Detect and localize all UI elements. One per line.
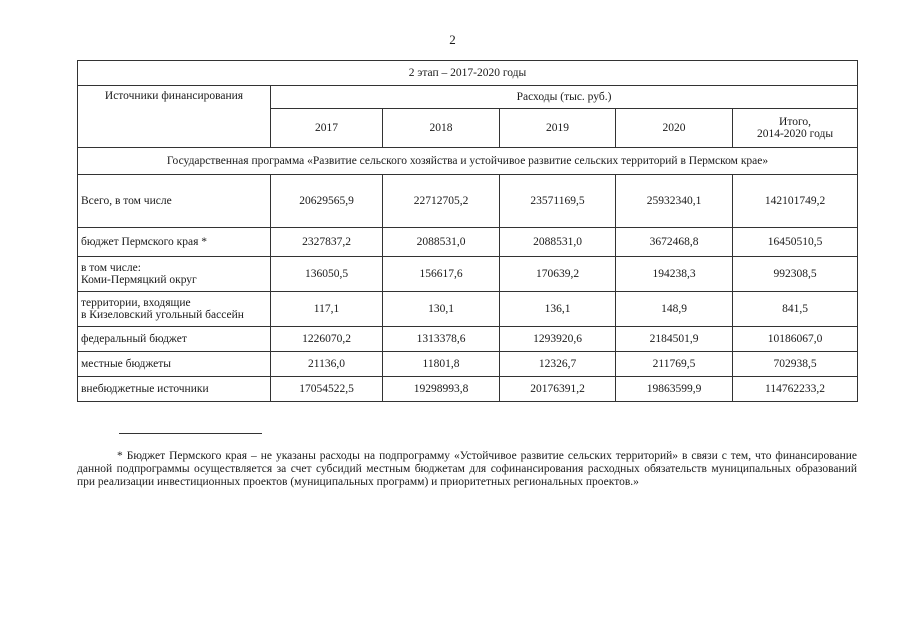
value-cell: 19298993,8 <box>383 377 500 402</box>
total-header <box>733 109 858 148</box>
table-row <box>78 292 858 327</box>
value-cell: 148,9 <box>616 292 733 327</box>
row-label <box>78 292 271 327</box>
value-cell: 2088531,0 <box>383 228 500 257</box>
table-row <box>78 327 858 352</box>
value-cell: 23571169,5 <box>500 175 616 228</box>
value-cell: 170639,2 <box>500 257 616 292</box>
expenses-header: Расходы (тыс. руб.) <box>271 86 858 109</box>
row-label <box>78 257 271 292</box>
value-cell: 22712705,2 <box>383 175 500 228</box>
row-label: внебюджетные источники <box>78 377 271 402</box>
value-cell: 19863599,9 <box>616 377 733 402</box>
value-cell: 1226070,2 <box>271 327 383 352</box>
value-cell: 20629565,9 <box>271 175 383 228</box>
value-cell: 136050,5 <box>271 257 383 292</box>
header-row <box>78 86 858 109</box>
value-cell: 2327837,2 <box>271 228 383 257</box>
value-cell: 25932340,1 <box>616 175 733 228</box>
row-label-line: в том числе: <box>81 262 141 274</box>
value-cell: 1313378,6 <box>383 327 500 352</box>
page-number: 2 <box>449 32 456 47</box>
value-cell: 12326,7 <box>500 352 616 377</box>
row-label-line: территории, входящие <box>81 297 191 309</box>
footnote-text: * Бюджет Пермского края – не указаны расходы на подпрограмму «Устойчивое развитие сельских территорий» в связи с тем, что финансирование данной подпрограммы осуществляется за счет субсидий местным бюджетам для софинансирования расходных обязательств муниципальных образований при реализации инвестиционных проектов (муниципальных программ) и приоритетных региональных проектов.» <box>77 450 857 488</box>
value-cell: 136,1 <box>500 292 616 327</box>
value-cell: 17054522,5 <box>271 377 383 402</box>
table-row <box>78 377 858 402</box>
year-header: 2019 <box>500 109 616 148</box>
table-row <box>78 175 858 228</box>
program-title: Государственная программа «Развитие сельского хозяйства и устойчивое развитие сельских территорий в Пермском крае» <box>78 148 858 175</box>
value-cell: 114762233,2 <box>733 377 858 402</box>
row-label: Всего, в том числе <box>78 175 271 228</box>
funding-table <box>77 60 858 402</box>
value-cell: 3672468,8 <box>616 228 733 257</box>
row-label-line: Коми-Пермяцкий округ <box>81 274 197 286</box>
value-cell: 21136,0 <box>271 352 383 377</box>
footnote-divider <box>119 433 262 434</box>
value-cell: 1293920,6 <box>500 327 616 352</box>
stage-cell: 2 этап – 2017-2020 годы <box>78 61 858 86</box>
row-label: местные бюджеты <box>78 352 271 377</box>
year-header: 2017 <box>271 109 383 148</box>
row-label-line: в Кизеловский угольный бассейн <box>81 309 244 321</box>
value-cell: 194238,3 <box>616 257 733 292</box>
year-header: 2018 <box>383 109 500 148</box>
sources-header: Источники финансирования <box>78 86 271 148</box>
table-row <box>78 352 858 377</box>
value-cell: 11801,8 <box>383 352 500 377</box>
value-cell: 130,1 <box>383 292 500 327</box>
value-cell: 211769,5 <box>616 352 733 377</box>
value-cell: 10186067,0 <box>733 327 858 352</box>
value-cell: 2184501,9 <box>616 327 733 352</box>
row-label: бюджет Пермского края * <box>78 228 271 257</box>
value-cell: 156617,6 <box>383 257 500 292</box>
value-cell: 16450510,5 <box>733 228 858 257</box>
value-cell: 142101749,2 <box>733 175 858 228</box>
total-header-line: 2014-2020 годы <box>756 128 834 140</box>
value-cell: 841,5 <box>733 292 858 327</box>
total-header-line: Итого, <box>779 116 812 128</box>
value-cell: 20176391,2 <box>500 377 616 402</box>
value-cell: 992308,5 <box>733 257 858 292</box>
table-row <box>78 257 858 292</box>
table-row <box>78 228 858 257</box>
value-cell: 702938,5 <box>733 352 858 377</box>
stage-row <box>78 61 858 86</box>
program-row <box>78 148 858 175</box>
year-header: 2020 <box>616 109 733 148</box>
row-label: федеральный бюджет <box>78 327 271 352</box>
value-cell: 117,1 <box>271 292 383 327</box>
value-cell: 2088531,0 <box>500 228 616 257</box>
